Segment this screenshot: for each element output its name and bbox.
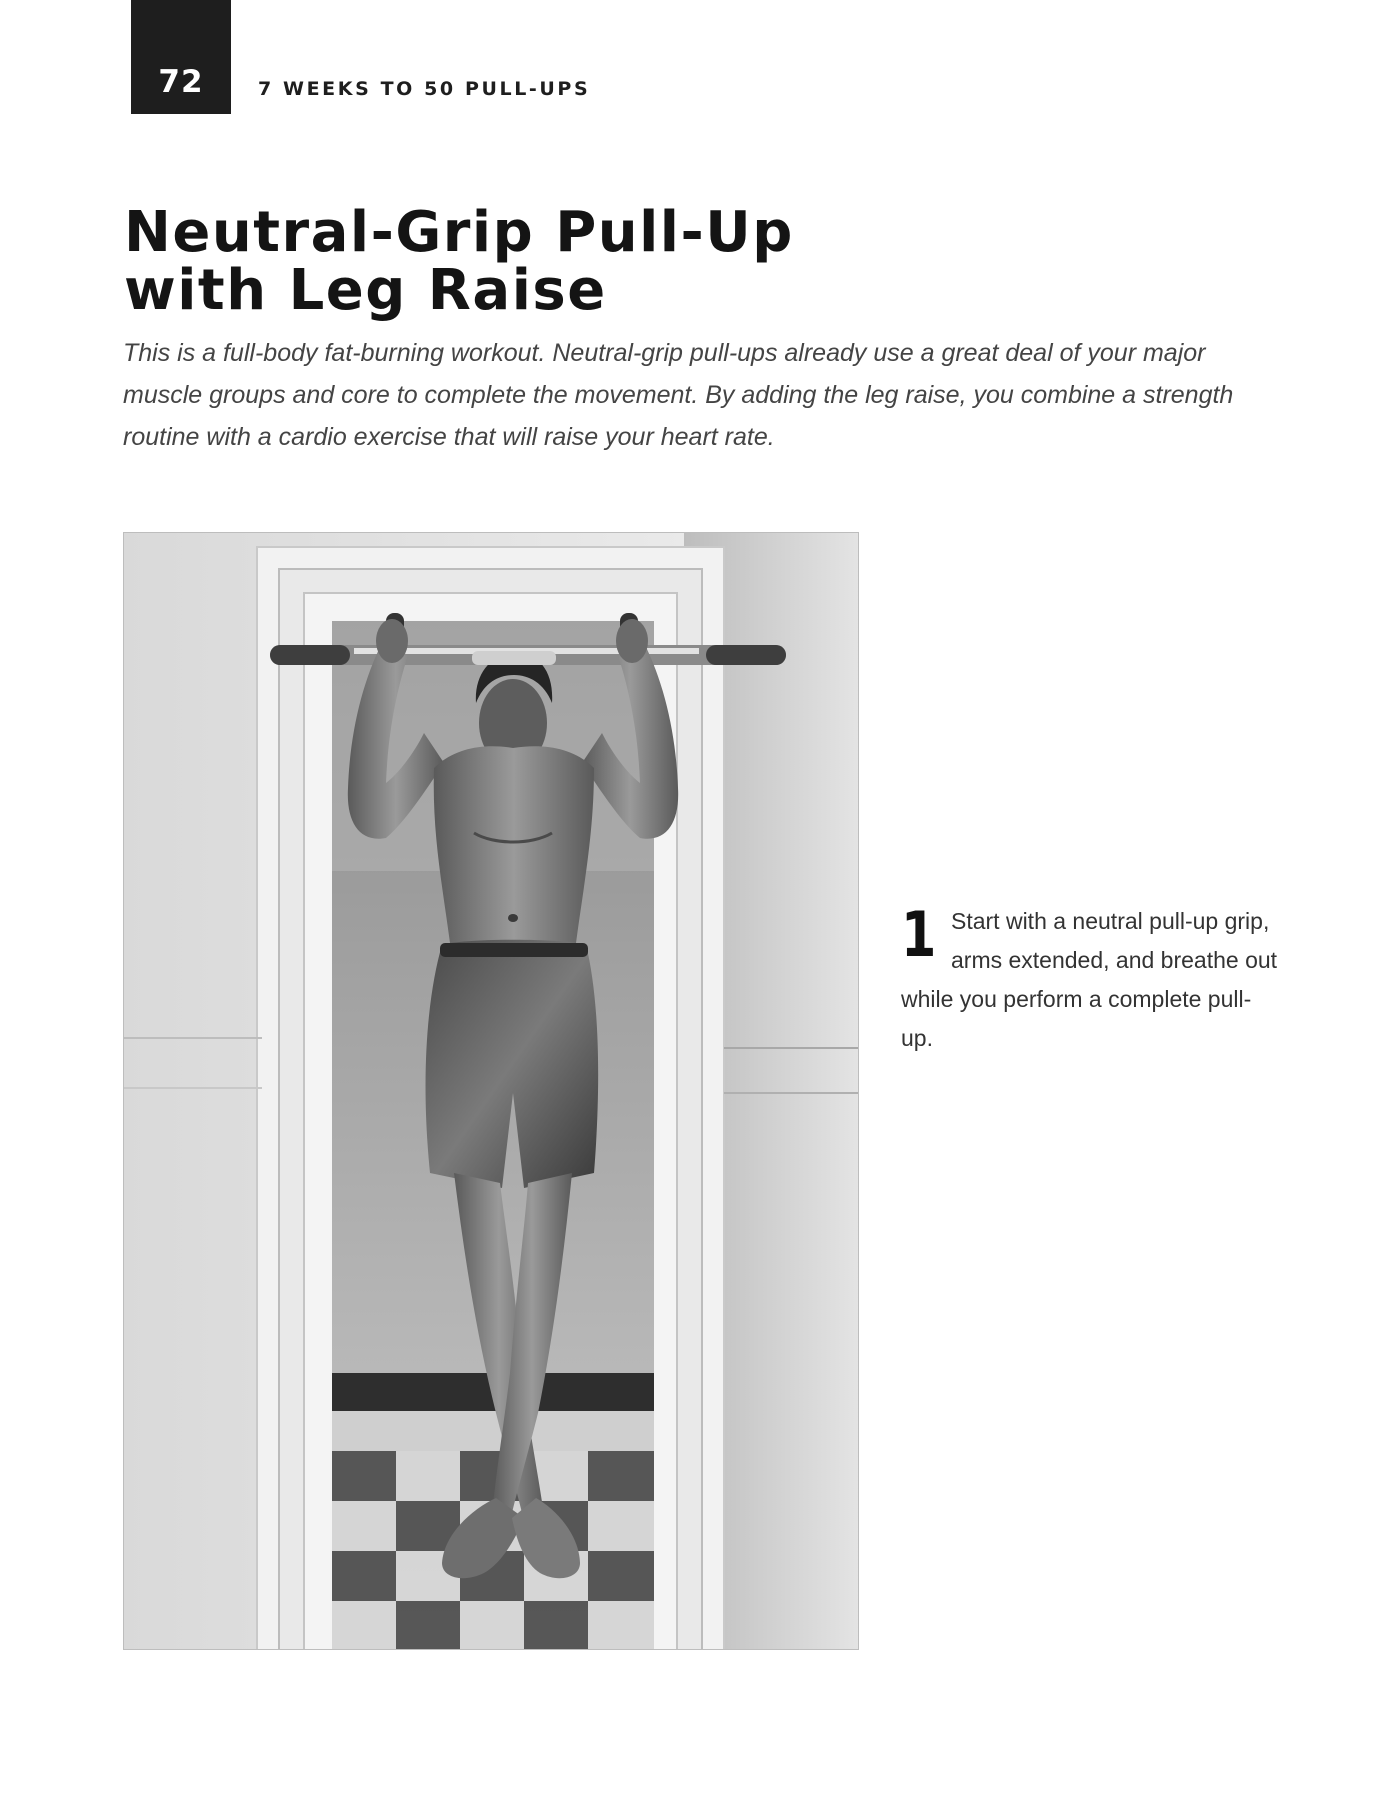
step-1 [901,898,1281,1058]
page-title [124,200,1124,323]
intro-paragraph: This is a full-body fat-burning workout. Neutral-grip pull-ups already use a great deal of your major muscle groups and core to complete the movement. By adding the leg raise, you combine a strength routine with a cardio exercise that will raise your heart rate. [123,339,1234,451]
exercise-photo [123,532,859,1650]
running-head: 7 WEEKS TO 50 PULL-UPS [258,78,591,100]
page-number: 72 [158,64,204,100]
step-text: Start with a neutral pull-up grip, arms extended, and breathe out while you perform a complete pull-up. [901,908,1278,1051]
page-number-box [131,0,231,114]
step-number: 1 [901,898,937,971]
page-title-line-2: with Leg Raise [124,258,607,323]
page-title-line-1: Neutral-Grip Pull-Up [124,200,794,265]
